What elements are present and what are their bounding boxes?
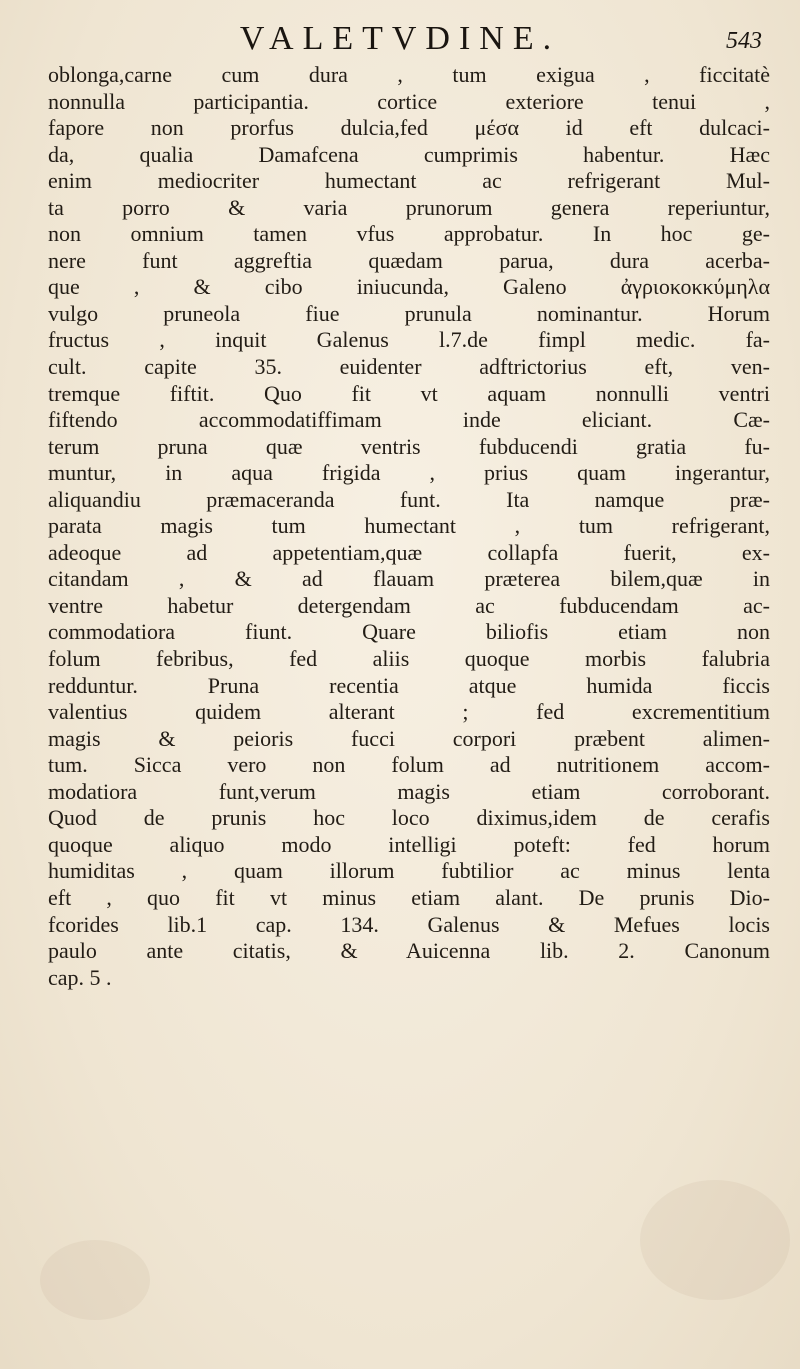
text-line: nonnulla participantia. cortice exteriore tenui , — [48, 88, 770, 114]
text-line: oblonga,carne cum dura , tum exigua , ficcitatè — [48, 62, 770, 87]
text-line: parata magis tum humectant , tum refrigerant, — [48, 513, 770, 539]
text-line: ventre habetur detergendam ac fubducendam ac- — [48, 592, 770, 618]
text-line: quoque aliquo modo intelligi poteft: fed horum — [48, 831, 770, 857]
text-line: eft , quo fit vt minus etiam alant. De prunis Dio- — [48, 884, 770, 910]
paper-stain — [640, 1180, 790, 1300]
text-line: nere funt aggreftia quædam parua, dura acerba- — [48, 247, 770, 273]
page-number: 543 — [726, 28, 762, 54]
text-line: paulo ante citatis, & Auicenna lib. 2. Canonum — [48, 938, 770, 964]
text-line: tremque fiftit. Quo fit vt aquam nonnulli ventri — [48, 380, 770, 406]
text-line: redduntur. Pruna recentia atque humida ficcis — [48, 672, 770, 698]
text-line: fcorides lib.1 cap. 134. Galenus & Mefues locis — [48, 911, 770, 937]
text-line: fructus , inquit Galenus l.7.de fimpl medic. fa- — [48, 327, 770, 353]
text-line: que , & cibo iniucunda, Galeno ἀγριοκοκκύμηλα — [48, 274, 770, 300]
text-line: folum febribus, fed aliis quoque morbis falubria — [48, 646, 770, 672]
text-line: cap. 5 . — [48, 964, 112, 990]
text-line: cult. capite 35. euidenter adftrictorius eft, ven- — [48, 354, 770, 380]
text-line: enim mediocriter humectant ac refrigerant Mul- — [48, 168, 770, 194]
text-line: non omnium tamen vfus approbatur. In hoc ge- — [48, 221, 770, 247]
page-header — [0, 20, 800, 64]
text-line: ta porro & varia prunorum genera reperiuntur, — [48, 194, 770, 220]
text-line: adeoque ad appetentiam,quæ collapfa fuerit, ex- — [48, 539, 770, 565]
text-line: commodatiora fiunt. Quare biliofis etiam non — [48, 619, 770, 645]
text-line: da, qualia Damafcena cumprimis habentur. Hæc — [48, 141, 770, 167]
text-line: tum. Sicca vero non folum ad nutritionem accom- — [48, 752, 770, 778]
text-line: magis & peioris fucci corpori præbent alimen- — [48, 725, 770, 751]
text-line: citandam , & ad flauam præterea bilem,quæ in — [48, 566, 770, 592]
text-line: fiftendo accommodatiffimam inde eliciant. Cæ- — [48, 407, 770, 433]
text-line: fapore non prorfus dulcia,fed μέσα id eft dulcaci- — [48, 115, 770, 141]
body-text — [48, 62, 770, 991]
text-line: terum pruna quæ ventris fubducendi gratia fu- — [48, 433, 770, 459]
text-line: Quod de prunis hoc loco diximus,idem de cerafis — [48, 805, 770, 831]
text-line: valentius quidem alterant ; fed excrementitium — [48, 699, 770, 725]
text-line: modatiora funt,verum magis etiam corroborant. — [48, 778, 770, 804]
text-line: aliquandiu præmaceranda funt. Ita namque præ- — [48, 486, 770, 512]
running-title: VALETVDINE. — [239, 20, 561, 57]
text-line: muntur, in aqua frigida , prius quam ingerantur, — [48, 460, 770, 486]
paper-stain — [40, 1240, 150, 1320]
text-line: vulgo pruneola fiue prunula nominantur. Horum — [48, 300, 770, 326]
text-line: humiditas , quam illorum fubtilior ac minus lenta — [48, 858, 770, 884]
